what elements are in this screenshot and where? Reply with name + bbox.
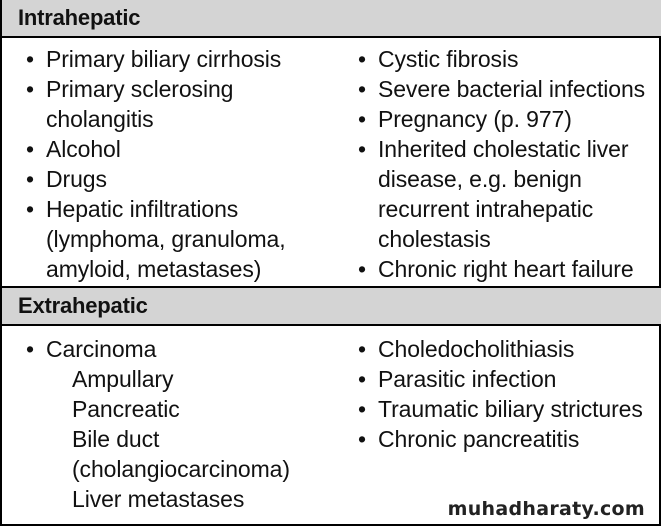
list-item — [378, 164, 658, 194]
bullet-icon: • — [26, 136, 34, 162]
list-item-text: recurrent intrahepatic — [378, 196, 594, 222]
list-item-text: Severe bacterial infections — [378, 76, 646, 102]
list-item-text: cholangitis — [46, 106, 154, 132]
list-item-text: Carcinoma — [46, 336, 157, 362]
list-item-text: Traumatic biliary strictures — [378, 396, 643, 422]
list-item — [378, 224, 658, 254]
list-item — [26, 164, 346, 194]
list-item — [46, 104, 346, 134]
bullet-icon: • — [358, 366, 366, 392]
bullet-icon: • — [26, 46, 34, 72]
list-item-text: Chronic right heart failure — [378, 256, 634, 282]
bullet-icon: • — [358, 396, 366, 422]
list-item — [26, 194, 346, 224]
list-item — [46, 254, 346, 284]
list-item-text: amyloid, metastases) — [46, 256, 262, 282]
extrahepatic-right-list — [358, 334, 658, 454]
bullet-icon: • — [358, 256, 366, 282]
list-item-text: cholestasis — [378, 226, 491, 252]
bullet-icon: • — [26, 166, 34, 192]
list-item-text: disease, e.g. benign — [378, 166, 582, 192]
list-item-text: Cystic fibrosis — [378, 46, 519, 72]
list-item — [26, 74, 346, 104]
list-item-text: (lymphoma, granuloma, — [46, 226, 286, 252]
bullet-icon: • — [358, 336, 366, 362]
bullet-icon: • — [26, 76, 34, 102]
sub-list-item: Pancreatic — [72, 396, 180, 422]
bullet-icon: • — [358, 106, 366, 132]
list-item — [358, 334, 658, 364]
list-item-text: Pregnancy (p. 977) — [378, 106, 572, 132]
list-item — [358, 424, 658, 454]
sub-list-item: Liver metastases — [72, 486, 245, 512]
watermark-text: muhadharaty.com — [447, 498, 645, 520]
list-item-text: Parasitic infection — [378, 366, 557, 392]
list-item — [358, 394, 658, 424]
sub-list-item: Ampullary — [72, 366, 174, 392]
sub-list-item: (cholangiocarcinoma) — [72, 456, 290, 482]
bullet-icon: • — [26, 196, 34, 222]
list-item-text: Drugs — [46, 166, 107, 192]
list-item — [358, 134, 658, 164]
section-header-extrahepatic: Extrahepatic — [2, 286, 661, 326]
section-header-intrahepatic: Intrahepatic — [2, 0, 661, 38]
list-item — [46, 224, 346, 254]
list-item — [358, 74, 658, 104]
list-item — [358, 364, 658, 394]
list-item-text: Chronic pancreatitis — [378, 426, 580, 452]
list-item-text: Primary sclerosing — [46, 76, 234, 102]
extrahepatic-left-list — [26, 334, 346, 514]
list-item — [26, 334, 346, 364]
list-item-text: Choledocholithiasis — [378, 336, 575, 362]
bullet-icon: • — [26, 336, 34, 362]
list-item-text: Primary biliary cirrhosis — [46, 46, 282, 72]
list-item — [26, 134, 346, 164]
intrahepatic-left-list — [26, 44, 346, 284]
list-item-text: Alcohol — [46, 136, 121, 162]
bullet-icon: • — [358, 426, 366, 452]
list-item — [358, 44, 658, 74]
list-item-text: Hepatic infiltrations — [46, 196, 239, 222]
list-item — [378, 194, 658, 224]
bullet-icon: • — [358, 136, 366, 162]
bullet-icon: • — [358, 76, 366, 102]
intrahepatic-right-list — [358, 44, 658, 284]
list-item-text: Inherited cholestatic liver — [378, 136, 629, 162]
list-item — [358, 254, 658, 284]
sub-list-item: Bile duct — [72, 426, 160, 452]
list-item — [26, 44, 346, 74]
list-item — [358, 104, 658, 134]
bullet-icon: • — [358, 46, 366, 72]
